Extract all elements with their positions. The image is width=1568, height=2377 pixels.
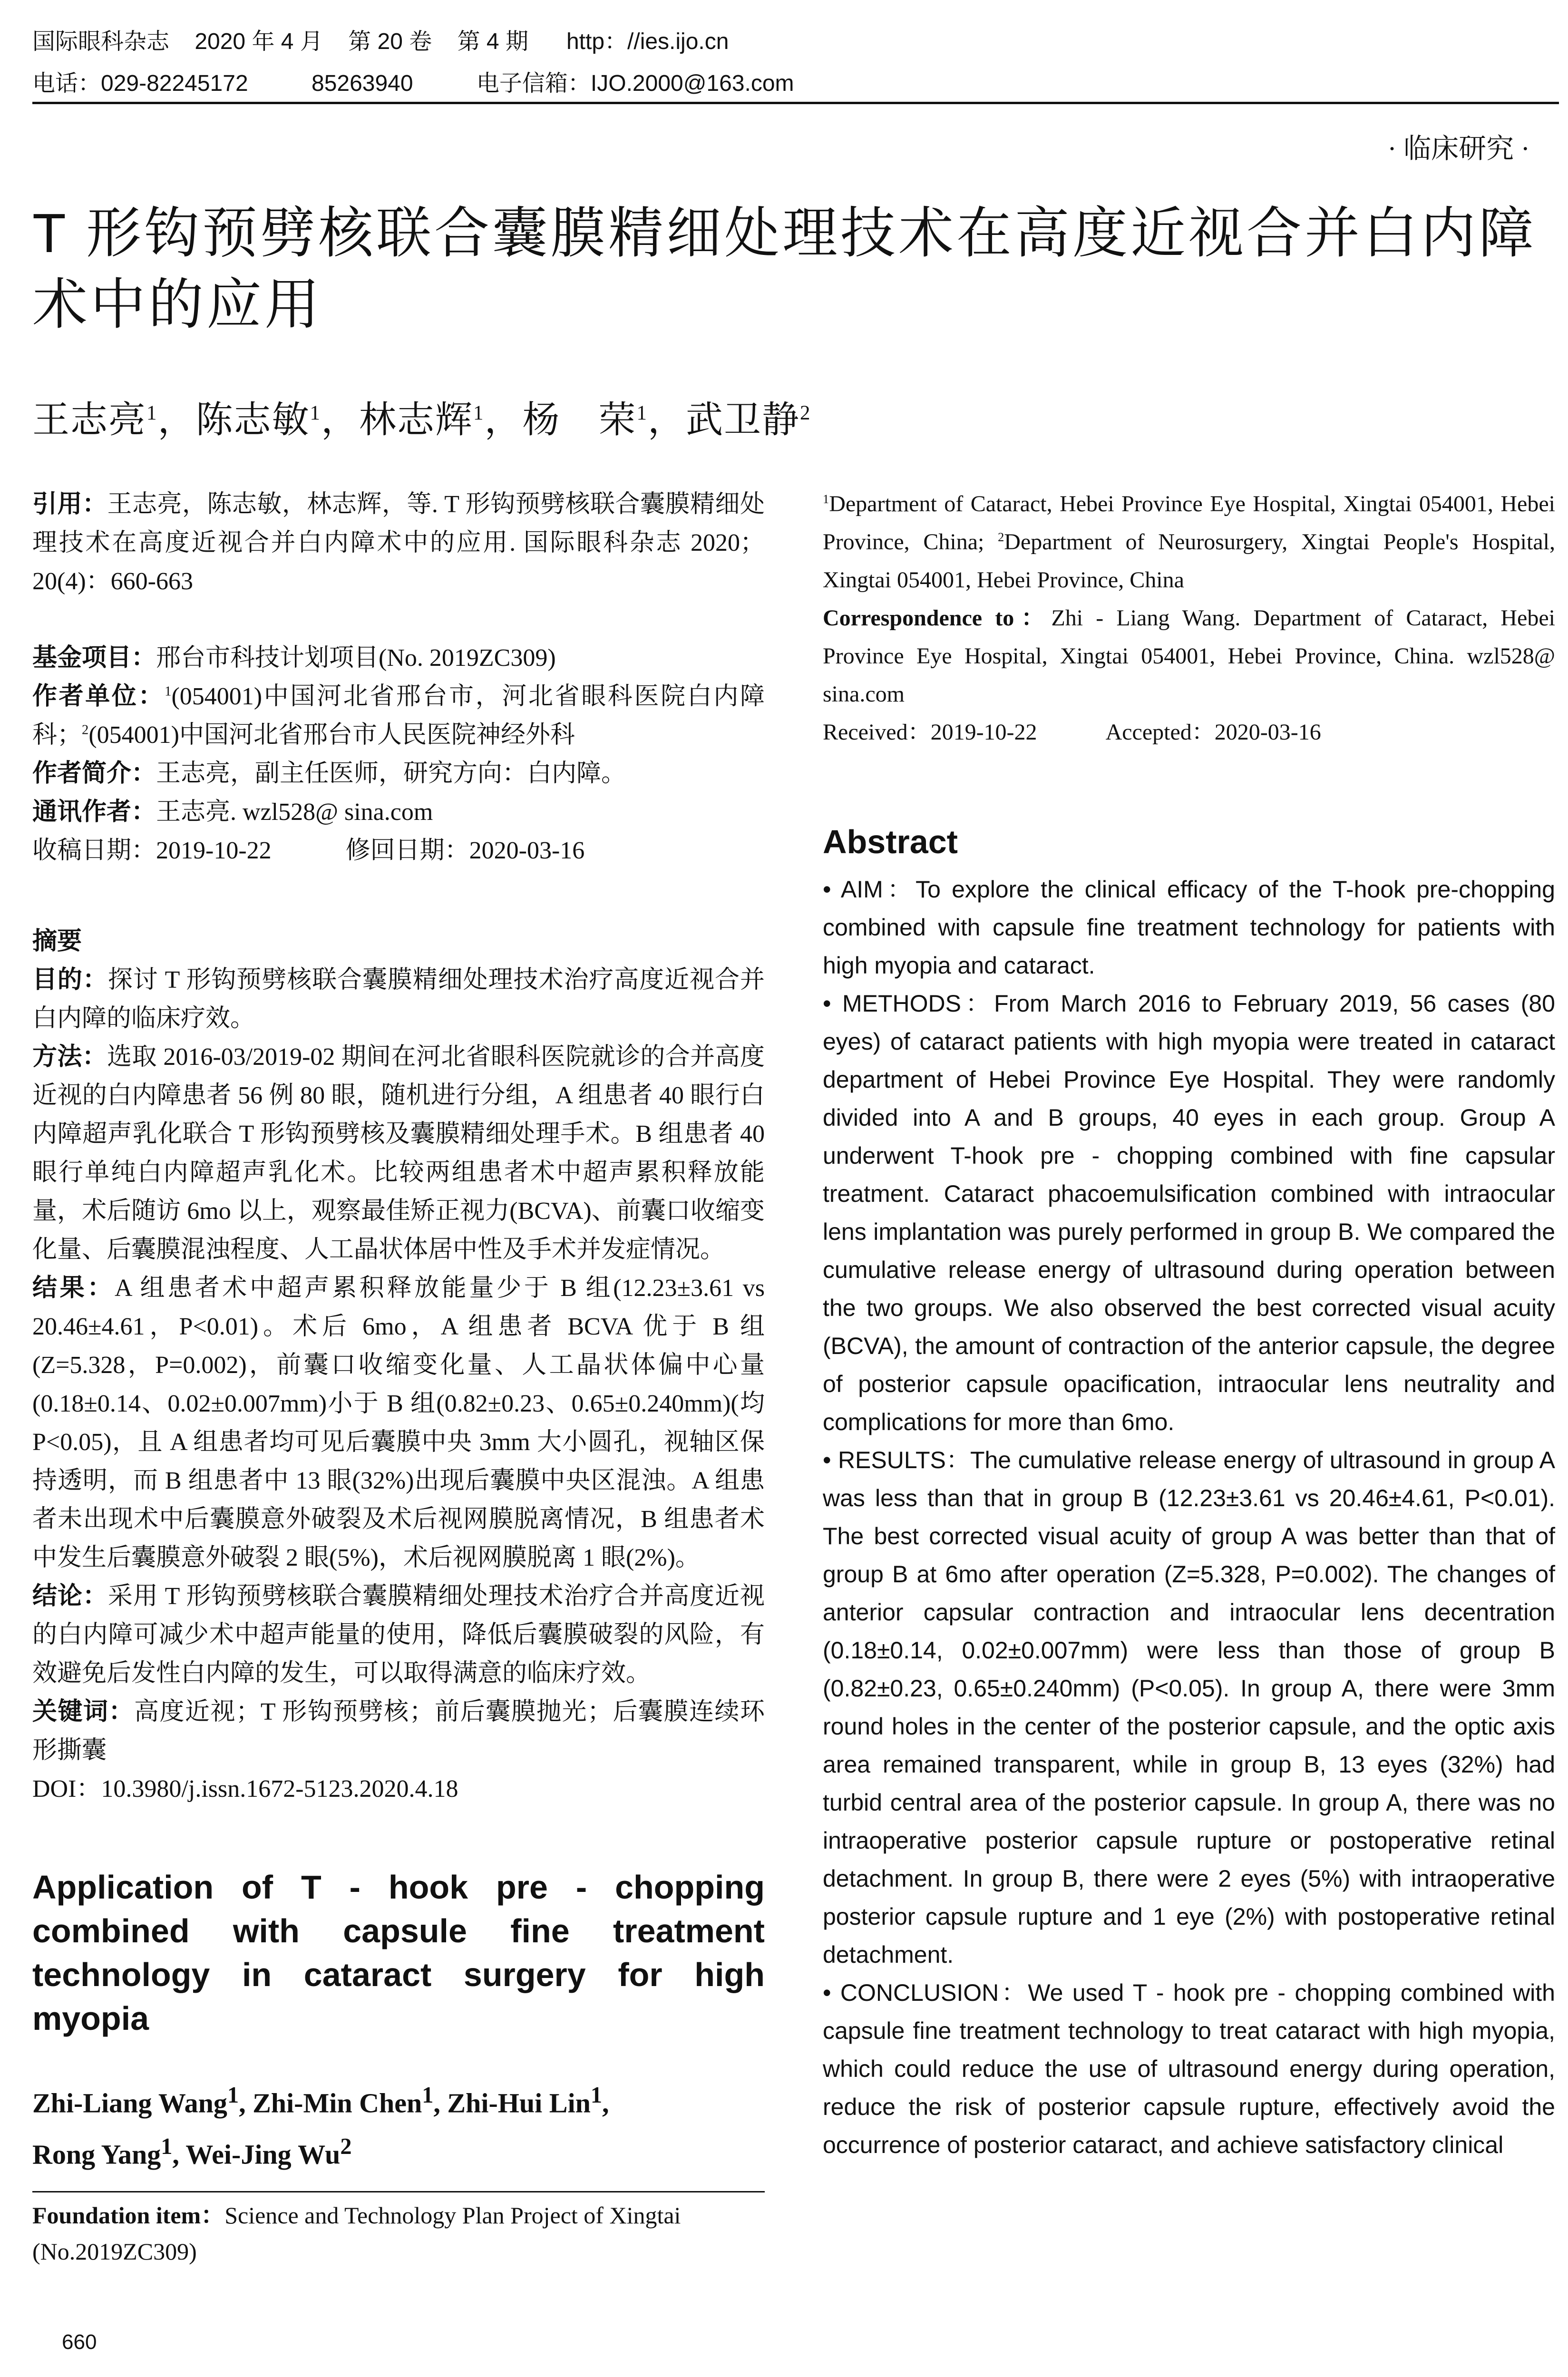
english-aim xyxy=(823,870,1555,984)
header-rule xyxy=(32,102,1559,104)
foundation-rule xyxy=(32,2191,765,2192)
english-results xyxy=(823,1441,1555,1974)
cn-abstract-heading xyxy=(32,922,765,961)
english-title: Application of T - hook pre - chopping combined with capsule fine treatment technology in cataract surgery for high myopia xyxy=(32,1869,765,2037)
fund-item xyxy=(32,639,765,677)
corr-text: 王志亮. wzl528@ sina.com xyxy=(156,799,433,826)
english-accepted-date: Accepted：2020-03-16 xyxy=(1105,720,1321,745)
aim-label: 目的： xyxy=(32,966,108,994)
received-date: 收稿日期：2019-10-22 xyxy=(32,837,272,864)
unit-label: 作者单位： xyxy=(32,682,165,710)
corr-label: 通讯作者： xyxy=(32,798,156,826)
results-text: A 组患者术中超声累积释放能量少于 B 组(12.23±3.61 vs 20.46±4.61，P<0.01)。术后 6mo，A 组患者 BCVA 优于 B 组(Z=5.328，P=0.002)，前囊口收缩变化量、人工晶状体偏中心量(0.18±0.14、0.02±0.007mm)小于 B 组(0.82±0.23、0.65±0.240mm)(均 P<0.05)，且 A 组患者均可见后囊膜中央 3mm 大小圆孔，视轴区保持透明，而 B 组患者中 13 眼(32%)出现后囊膜中央区混浊。A 组患者未出现术中后囊膜意外破裂及术后视网膜脱离情况，B 组患者术中发生后囊膜意外破裂 2 眼(5%)，术后视网膜脱离 1 眼(2%)。 xyxy=(32,1275,765,1571)
fund-text: 邢台市科技计划项目(No. 2019ZC309) xyxy=(156,644,556,672)
methods-label: • METHODS： xyxy=(823,990,994,1017)
author-bio xyxy=(32,754,765,793)
cn-keywords xyxy=(32,1693,765,1770)
unit-mark: 1 xyxy=(165,684,172,699)
fund-label: 基金项目： xyxy=(32,644,156,672)
page-number: 660 xyxy=(62,2330,97,2354)
results-label: 结果： xyxy=(32,1274,115,1302)
author-name: 陈志敏 xyxy=(195,399,310,440)
cn-conclusion xyxy=(32,1577,765,1693)
methods-text: From March 2016 to February 2019, 56 cases (80 eyes) of cataract patients with high myopia were treated in cataract department of Hebei Province Eye Hospital. They were randomly divided into A and B groups, 40 eyes in each group. Group A underwent T-hook pre - chopping combined with fine capsular treatment. Cataract phacoemulsification combined with intraocular lens implantation was purely performed in group B. We compared the cumulative release energy of ultrasound during operation between the two groups. We also observed the best corrected visual acuity (BCVA), the amount of contraction of the anterior capsule, the degree of posterior capsule opacification, intraocular lens neutrality and complications for more than 6mo. xyxy=(823,990,1555,1435)
corresponding-author xyxy=(32,793,765,831)
journal-header-line-1: 国际眼科杂志 2020 年 4 月 第 20 卷 第 4 期 http：//ies.ijo.cn xyxy=(32,29,729,54)
bio-label: 作者简介： xyxy=(32,760,156,787)
results-text: The cumulative release energy of ultrasound in group A was less than that in group B (12.23±3.61 vs 20.46±4.61, P<0.01). The best corrected visual acuity of group A was better than that of group B at 6mo after operation (Z=5.328, P=0.002). The changes of anterior capsular contraction and intraocular lens decentration (0.18±0.14, 0.02±0.007mm) were less than those of group B (0.82±0.23, 0.65±0.240mm) (P<0.05). In group A, there were 3mm round holes in the center of the posterior capsule, and the optic axis area remained transparent, while in group B, 13 eyes (32%) had turbid central area of the posterior capsule. In group A, there was no intraoperative posterior capsule rupture or postoperative retinal detachment. In group B, there were 2 eyes (5%) with intraoperative posterior capsule rupture and 1 eye (2%) with postoperative retinal detachment. xyxy=(823,1447,1555,1968)
keywords-label: 关键词： xyxy=(32,1698,134,1725)
unit-text: (054001)中国河北省邢台市人民医院神经外科 xyxy=(88,721,575,749)
keywords-text: 高度近视；T 形钩预劈核；前后囊膜抛光；后囊膜连续环形撕囊 xyxy=(32,1698,765,1764)
english-correspondence xyxy=(823,599,1555,713)
english-received-date: Received：2019-10-22 xyxy=(823,720,1037,745)
cn-results xyxy=(32,1269,765,1577)
english-conclusion xyxy=(823,1974,1555,2164)
correspondence-label: Correspondence to： xyxy=(823,605,1052,631)
results-label: • RESULTS： xyxy=(823,1447,970,1473)
methods-text: 选取 2016-03/2019-02 期间在河北省眼科医院就诊的合并高度近视的白内障患者 56 例 80 眼，随机进行分组，A 组患者 40 眼行白内障超声乳化联合 T 形钩预劈核及囊膜精细处理手术。B 组患者 40 眼行单纯白内障超声乳化术。比较两组患者术中超声累积释放能量，术后随访 6mo 以上，观察最佳矫正视力(BCVA)、前囊口收缩变化量、后囊膜混浊程度、人工晶状体居中性及手术并发症情况。 xyxy=(32,1043,765,1263)
affiliation-text: Department of Cataract, Hebei Province Eye Hospital, Xingtai 054001, Hebei Province, China; xyxy=(823,491,1555,555)
citation xyxy=(32,485,765,601)
english-affiliations xyxy=(823,485,1555,599)
correspondence-text: Zhi - Liang Wang. Department of Cataract, Hebei Province Eye Hospital, Xingtai 054001, Hebei Province, China. wzl528@ sina.com xyxy=(823,605,1555,707)
english-dates xyxy=(823,713,1555,751)
author-list: 王志亮$^1$，陈志敏$^1$，林志辉$^1$，杨 荣$^1$，武卫静$^2$ xyxy=(32,399,811,440)
english-author-mark: 1 xyxy=(590,2083,603,2108)
citation-text: 王志亮，陈志敏，林志辉，等. T 形钩预劈核联合囊膜精细处理技术在高度近视合并白内障术中的应用. 国际眼科杂志 2020；20(4)：660-663 xyxy=(32,491,765,595)
english-author-name: Zhi-Hui Lin xyxy=(447,2087,591,2119)
author-affiliation-mark: 1 xyxy=(146,402,158,424)
right-column xyxy=(823,485,1555,2164)
author-affiliation-mark: 1 xyxy=(636,402,648,424)
unit-mark: 2 xyxy=(82,722,89,738)
foundation-label: Foundation item： xyxy=(32,2202,225,2229)
cn-aim xyxy=(32,961,765,1038)
doi: DOI：10.3980/j.issn.1672-5123.2020.4.18 xyxy=(32,1775,458,1802)
cn-methods xyxy=(32,1038,765,1269)
conclusion-label: • CONCLUSION： xyxy=(823,1979,1028,2006)
affiliation-mark: 1 xyxy=(823,492,829,506)
english-author-name: Rong Yang xyxy=(32,2139,161,2170)
foundation-text: Science and Technology Plan Project of Xingtai (No.2019ZC309) xyxy=(32,2202,681,2265)
aim-text: 探讨 T 形钩预劈核联合囊膜精细处理技术治疗高度近视合并白内障的临床疗效。 xyxy=(32,966,765,1032)
revised-date: 修回日期：2020-03-16 xyxy=(345,837,585,864)
author-name: 林志辉 xyxy=(359,399,473,440)
affiliation-mark: 2 xyxy=(998,530,1004,544)
affiliation-text: Department of Neurosurgery, Xingtai People's Hospital, Xingtai 054001, Hebei Province, China xyxy=(823,529,1555,593)
author-name: 武卫静 xyxy=(685,399,800,440)
conclusion-text: We used T - hook pre - chopping combined with capsule fine treatment technology to treat cataract with high myopia, which could reduce the use of ultrasound energy during operation, reduce the risk of posterior capsule rupture, effectively avoid the occurrence of posterior cataract, and achieve satisfactory clinical xyxy=(823,1979,1555,2158)
author-unit xyxy=(32,677,765,754)
article-title: T 形钩预劈核联合囊膜精细处理技术在高度近视合并白内障术中的应用 xyxy=(32,202,1537,335)
english-author-name: Zhi-Min Chen xyxy=(253,2087,422,2119)
author-name: 王志亮 xyxy=(32,399,147,440)
author-name: 杨 荣 xyxy=(522,399,637,440)
english-author-mark: 1 xyxy=(422,2083,434,2108)
journal-header-line-2: 电话：029-82245172 85263940 电子信箱：IJO.2000@163.com xyxy=(32,71,794,96)
bio-text: 王志亮，副主任医师，研究方向：白内障。 xyxy=(156,760,626,787)
left-column xyxy=(32,485,765,2270)
unit-text: (054001)中国河北省邢台市，河北省眼科医院白内障科； xyxy=(32,683,765,749)
english-author-name: Wei-Jing Wu xyxy=(185,2139,341,2170)
conclusion-label: 结论： xyxy=(32,1582,108,1610)
citation-label: 引用： xyxy=(32,490,107,518)
dates xyxy=(32,831,765,870)
author-affiliation-mark: 1 xyxy=(310,402,321,424)
english-author-mark: 1 xyxy=(161,2134,173,2160)
conclusion-text: 采用 T 形钩预劈核联合囊膜精细处理技术治疗合并高度近视的白内障可减少术中超声能量的使用，降低后囊膜破裂的风险，有效避免后发性白内障的发生，可以取得满意的临床疗效。 xyxy=(32,1583,765,1687)
english-author-list: Zhi-Liang Wang$^1$, Zhi-Min Chen$^1$, Zhi-Hui Lin$^1$, Rong Yang$^1$, Wei-Jing Wu$^2$ xyxy=(32,2083,609,2170)
english-author-mark: 1 xyxy=(227,2083,239,2108)
english-author-mark: 2 xyxy=(340,2134,352,2160)
aim-text: To explore the clinical efficacy of the T-hook pre-chopping combined with capsule fine treatment technology for patients with high myopia and cataract. xyxy=(823,876,1555,979)
author-affiliation-mark: 2 xyxy=(799,402,811,424)
cn-abstract-heading-text: 摘要 xyxy=(32,927,82,955)
author-affiliation-mark: 1 xyxy=(473,402,485,424)
methods-label: 方法： xyxy=(32,1043,107,1071)
english-abstract-heading: Abstract xyxy=(823,823,958,860)
foundation-item xyxy=(32,2197,765,2270)
aim-label: • AIM： xyxy=(823,876,916,903)
section-label: · 临床研究 · xyxy=(1387,133,1530,164)
english-author-name: Zhi-Liang Wang xyxy=(32,2087,227,2119)
english-methods xyxy=(823,984,1555,1441)
